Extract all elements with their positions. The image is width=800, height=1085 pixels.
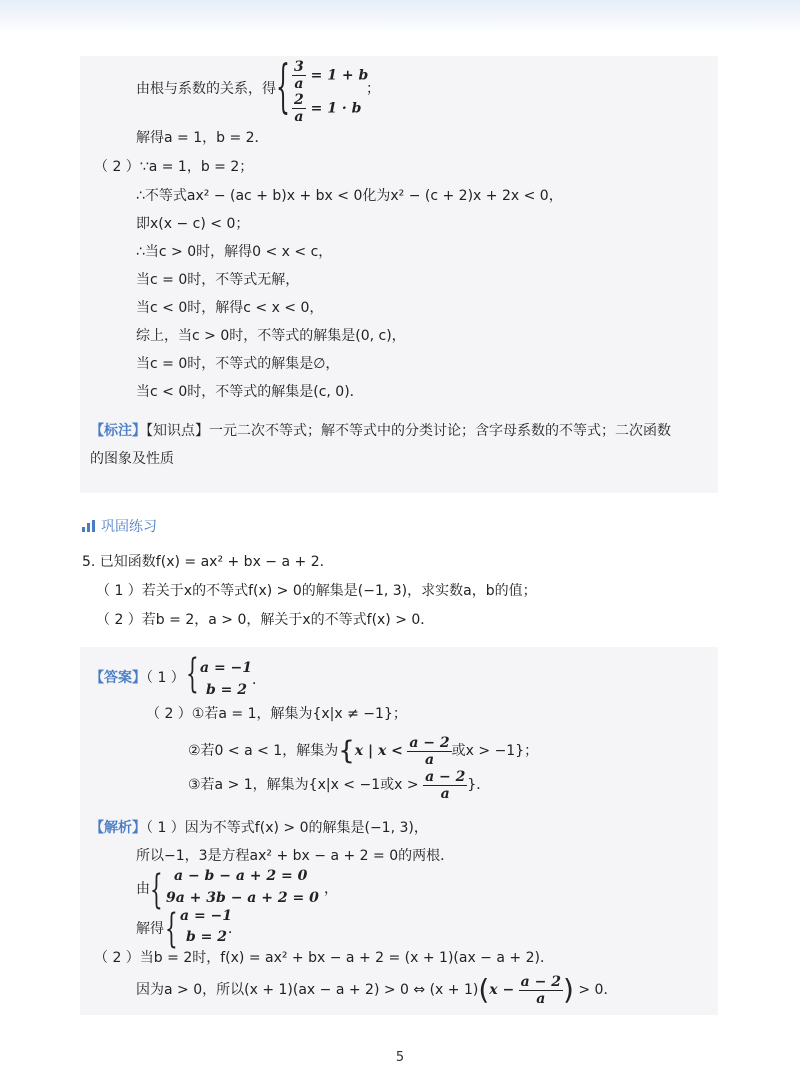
case3-den: a: [440, 785, 450, 802]
problem-5-part-1: （ 1 ）若关于x的不等式f(x) > 0的解集是(−1, 3)，求实数a，b的值；: [96, 583, 537, 599]
part2-line2-paren-open: (: [478, 973, 490, 1006]
case2-num: a − 2: [409, 734, 450, 751]
solution-panel: [80, 56, 718, 493]
case3-prefix: ③若a > 1，解集为{x|x < −1或x >: [188, 777, 419, 793]
problem-5-stem: 5. 已知函数f(x) = ax² + bx − a + 2．: [82, 554, 334, 570]
page-top-gradient: [0, 0, 800, 34]
case2-den: a: [424, 751, 435, 768]
analysis-system-suffix: ，: [324, 881, 338, 897]
analysis-tag: 【解析】: [90, 820, 146, 836]
case2-set-condition: x | x <: [354, 743, 403, 759]
relation-line: [136, 80, 276, 98]
part2-line2-den: a: [536, 990, 546, 1007]
part2-line-7: 当c = 0时，不等式的解集是∅，: [136, 356, 340, 372]
answer-part1-label: （ 1 ）: [146, 670, 185, 686]
relation-eq2-frac: [292, 92, 306, 125]
analysis-roots-line: 所以−1，3是方程ax² + bx − a + 2 = 0的两根．: [136, 848, 455, 864]
eq2-den: a: [294, 109, 304, 125]
analysis-solution-brace: {: [165, 904, 178, 952]
part2-line-8: 当c < 0时，不等式的解集是(c, 0)．: [136, 384, 364, 400]
analysis-system-eq1: a − b − a + 2 = 0: [174, 868, 308, 884]
part2-line2-fraction: [519, 974, 563, 1007]
eq2-rhs: = 1 · b: [305, 100, 362, 117]
note-line-1: [90, 422, 671, 440]
note-text-1: 【知识点】一元二次不等式；解不等式中的分类讨论；含字母系数的不等式；二次函数: [146, 423, 671, 439]
case2-prefix: ②若0 < a < 1，解集为: [188, 743, 339, 759]
answer-part1-eq2: b = 2: [206, 682, 248, 698]
answer-case-3: [188, 765, 490, 805]
part2-line-3: ∴当c > 0时，解得0 < x < c，: [136, 244, 333, 260]
case3-num: a − 2: [425, 768, 466, 785]
analysis-solution-eq1: a = −1: [180, 908, 233, 924]
section-title: 巩固练习: [101, 519, 157, 535]
answer-panel: [80, 647, 718, 1015]
problem-5-part-2: （ 2 ）若b = 2，a > 0，解关于x的不等式f(x) > 0．: [96, 612, 435, 628]
note-tag: 【标注】: [90, 423, 146, 439]
eq1-rhs: = 1 + b: [305, 67, 369, 84]
case3-suffix: }．: [467, 777, 491, 793]
case2-fraction: [407, 735, 451, 768]
analysis-solution-suffix: ．: [228, 921, 242, 937]
analysis-jiede: 解得: [136, 921, 164, 937]
analysis-system-brace: {: [150, 865, 163, 913]
answer-part1-brace: {: [186, 649, 199, 697]
analysis-you: 由: [136, 881, 150, 897]
answer-part1-head: [90, 669, 185, 687]
analysis-part1-text: （ 1 ）因为不等式f(x) > 0的解集是(−1, 3)，: [146, 820, 428, 836]
answer-part1-suffix: ．: [252, 672, 266, 688]
analysis-part2-line-1: （ 2 ）当b = 2时，f(x) = ax² + bx − a + 2 = (x + 1)(ax − a + 2)．: [94, 950, 554, 966]
bar-chart-icon: [82, 520, 95, 532]
relation-eq1: [292, 59, 368, 92]
part2-line2-num: a − 2: [520, 973, 561, 990]
part2-line-4: 当c = 0时，不等式无解，: [136, 272, 300, 288]
relation-prefix: 由根与系数的关系，得: [136, 81, 276, 97]
relation-eq1-frac: [292, 59, 306, 92]
case2-brace-open: {: [338, 736, 355, 766]
case2-suffix: 或x > −1}；: [451, 743, 539, 759]
note-line-2: 的图象及性质: [90, 451, 174, 467]
part2-line-5: 当c < 0时，解得c < x < 0，: [136, 300, 324, 316]
answer-part1-eq1: a = −1: [200, 660, 253, 676]
part2-line-2: 即x(x − c) < 0；: [136, 216, 250, 232]
analysis-part1-head: [90, 819, 428, 837]
analysis-part2-line-2: [136, 969, 617, 1011]
case3-fraction: [423, 769, 467, 802]
part2-head: （ 2 ）∵a = 1，b = 2；: [94, 159, 254, 175]
page-number: 5: [395, 1050, 405, 1065]
relation-brace: {: [276, 56, 290, 121]
part2-line2-xminus: x −: [489, 982, 515, 998]
eq1-den: a: [294, 76, 304, 92]
eq1-num: 3: [294, 59, 304, 75]
part2-line2-prefix: 因为a > 0，所以(x + 1)(ax − a + 2) > 0 ⇔ (x + 1): [136, 982, 479, 998]
eq2-num: 2: [294, 92, 304, 108]
part2-line2-paren-close: ): [562, 973, 574, 1006]
section-header: [82, 516, 157, 536]
relation-eq2: [292, 92, 361, 125]
part2-line-6: 综上，当c > 0时，不等式的解集是(0, c)，: [136, 328, 406, 344]
relation-suffix: ；: [366, 81, 380, 97]
answer-case-1: （ 2 ）①若a = 1，解集为{x|x ≠ −1}；: [146, 706, 407, 722]
analysis-system-eq2: 9a + 3b − a + 2 = 0: [166, 890, 319, 906]
analysis-solution-eq2: b = 2: [186, 929, 228, 945]
part2-line2-suffix: > 0．: [578, 982, 618, 998]
part2-line-1: ∴不等式ax² − (ac + b)x + bx < 0化为x² − (c + 2)x + 2x < 0，: [136, 188, 563, 204]
solved-line: 解得a = 1，b = 2．: [136, 130, 269, 146]
answer-tag: 【答案】: [90, 670, 146, 686]
